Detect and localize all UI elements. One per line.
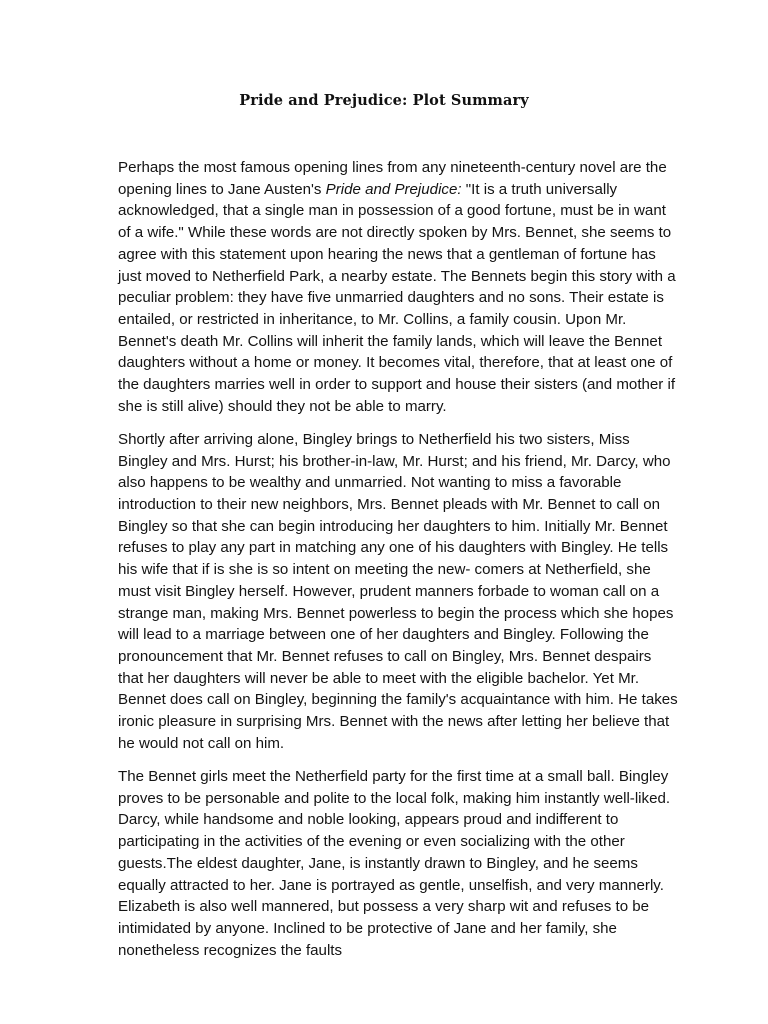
paragraph-netherfield-ball: The Bennet girls meet the Netherfield party for the first time at a small ball. Bingley proves to be personable and polite to the local folk, making him instantly well-liked. Darcy, while handsome and noble looking, appears proud and indifferent to participating in the activities of the evening or even socializing with the other guests.The eldest daughter, Jane, is instantly drawn to Bingley, and he seems equally attracted to her. Jane is portrayed as gentle, unselfish, and very mannerly. Elizabeth is also well mannered, but possess a very sharp wit and refuses to be intimidated by anyone. Inclined to be protective of Jane and her family, she nonetheless recognizes the faults — [118, 767, 671, 959]
paragraph-1-text-b: "It is a truth universally acknowledged, that a single man in possession of a good fortune, must be in want of a wife." While these words are not directly spoken by Mrs. Bennet, she seems to agree with this statement upon hearing the news that a gentleman of fortune has just moved to Netherfield Park, a nearby estate. The Bennets begin this story with a peculiar problem: they have five unmarried daughters and no sons. Their estate is entailed, or restricted in inheritance, to Mr. Collins, a family cousin. Upon Mr. Bennet's death Mr. Collins will inherit the family lands, which will leave the Bennet daughters without a home or money. It becomes vital, therefore, that at least one of the daughters marries well in order to support and house their sisters (and mother if she is still alive) should they not be able to marry. — [118, 180, 676, 415]
document-title: Pride and Prejudice: Plot Summary — [239, 92, 529, 109]
paragraph-bingley-arrival: Shortly after arriving alone, Bingley brings to Netherfield his two sisters, Miss Bingley and Mrs. Hurst; his brother-in-law, Mr. Hurst; and his friend, Mr. Darcy, who also happens to be wealthy and unmarried. Not wanting to miss a favorable introduction to their new neighbors, Mrs. Bennet pleads with Mr. Bennet to call on Bingley so that she can begin introducing her daughters to him. Initially Mr. Bennet refuses to play any part in matching any one of his daughters with Bingley. He tells his wife that if is she is so intent on meeting the new- comers at Netherfield, she must visit Bingley herself. However, prudent manners forbade to woman call on a strange man, making Mrs. Bennet powerless to begin the process which she hopes will lead to a marriage between one of her daughters and Bingley. Following the pronouncement that Mr. Bennet refuses to call on Bingley, Mrs. Bennet despairs that her daughters will never be able to meet with the eligible bachelor. Yet Mr. Bennet does call on Bingley, beginning the family's acquaintance with him. He takes ironic pleasure in surprising Mrs. Bennet with the news after letting her believe that he would not call on him. — [118, 430, 678, 752]
paragraph-opening-lines — [118, 157, 678, 417]
paragraph-1-text-a: Perhaps the most famous opening lines from any nineteenth-century novel are the opening lines to Jane Austen's — [118, 159, 667, 198]
book-title-italic: Pride and Prejudice: — [325, 180, 462, 198]
document-body — [118, 157, 678, 973]
